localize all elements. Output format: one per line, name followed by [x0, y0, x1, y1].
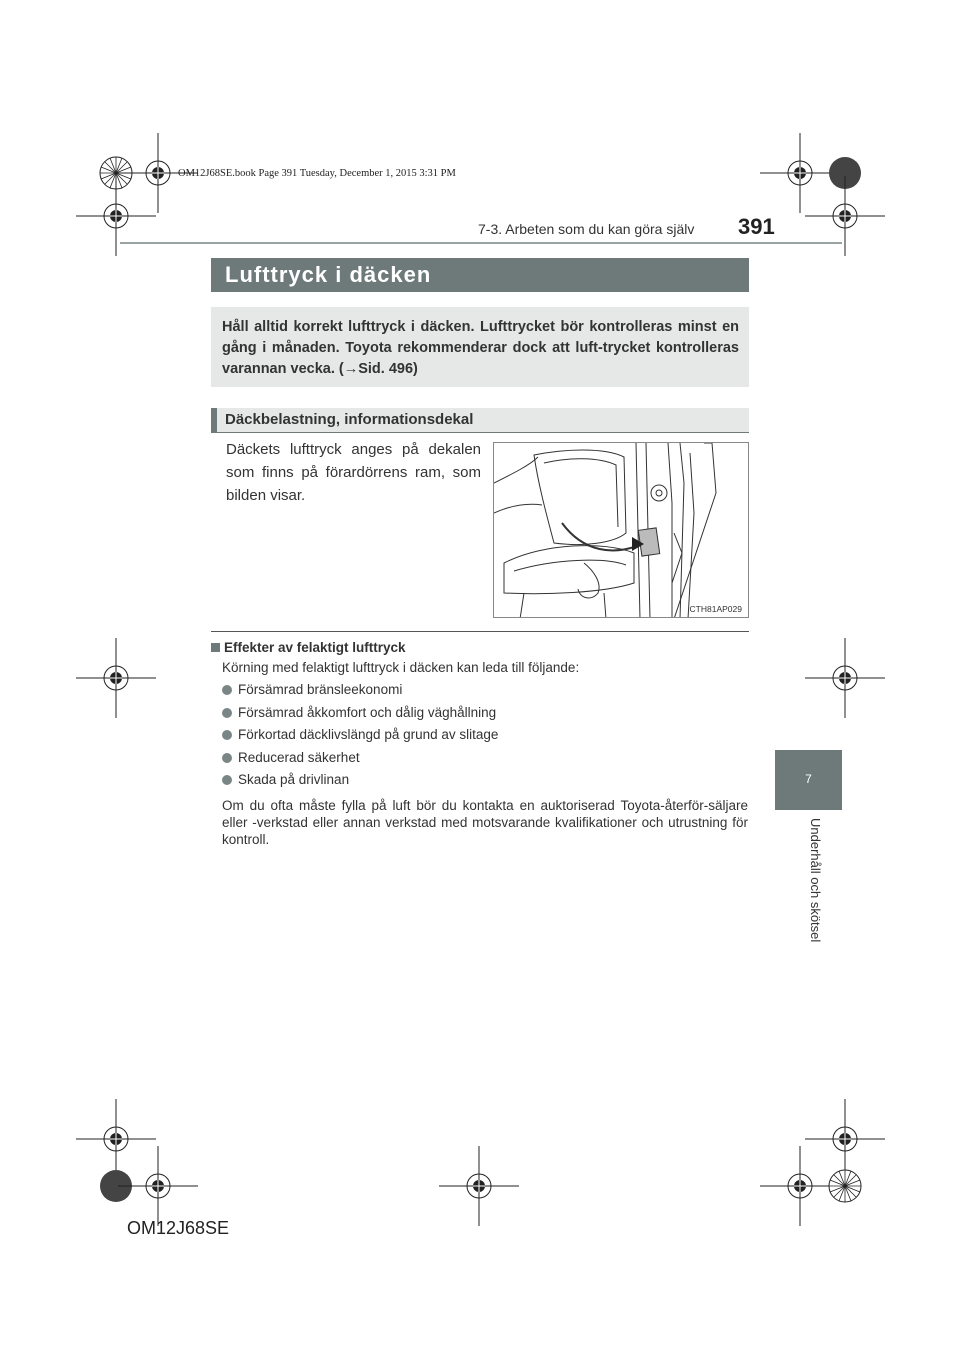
intro-body: Håll alltid korrekt lufttryck i däcken. Lufttrycket bör kontrolleras minst en gång i månaden. Toyota rekommenderar dock att luft-trycket kontrolleras varannan vecka. (: [222, 319, 739, 377]
registration-mark-right-middle: [805, 638, 885, 718]
header-section-title: 7-3. Arbeten som du kan göra själv: [478, 221, 695, 237]
list-item: [222, 681, 498, 704]
registration-mark-bottom-left: [118, 1146, 198, 1226]
effects-intro: Körning med felaktigt lufttryck i däcken kan leda till följande:: [222, 660, 580, 675]
effects-list: [222, 681, 498, 794]
figure-code: CTH81AP029: [689, 604, 742, 614]
page-title-bar: [211, 258, 749, 292]
section-body-text: Däckets lufttryck anges på dekalen som finns på förardörrens ram, som bilden visar.: [226, 441, 481, 504]
list-item-label: Försämrad åkkomfort och dålig väghållning: [238, 704, 497, 720]
section-heading-label: Däckbelastning, informationsdekal: [225, 411, 474, 428]
intro-close-paren: ): [413, 361, 418, 377]
section-divider: [211, 631, 749, 632]
list-item: [222, 749, 498, 772]
chapter-tab: [775, 750, 842, 810]
car-seat-illustration: [494, 443, 749, 618]
arrow-icon: →: [343, 361, 359, 377]
effects-heading: [211, 640, 406, 655]
list-item: [222, 726, 498, 749]
list-item: [222, 704, 498, 727]
list-item-label: Reducerad säkerhet: [238, 749, 360, 765]
list-item-label: Förkortad däcklivslängd på grund av slitage: [238, 727, 499, 742]
bullet-dot-icon: [222, 753, 232, 763]
page-number: 391: [738, 214, 775, 239]
registration-mark-left-upper: [76, 176, 156, 256]
page-title: Lufttryck i däcken: [225, 262, 432, 287]
bullet-dot-icon: [222, 730, 232, 740]
registration-mark-right-upper: [805, 176, 885, 256]
effects-heading-label: Effekter av felaktigt lufttryck: [224, 640, 406, 655]
page-reference-link[interactable]: Sid. 496: [358, 361, 414, 377]
chapter-tab-number: 7: [805, 772, 812, 786]
list-item-label: Försämrad bränsleekonomi: [238, 682, 403, 697]
bullet-dot-icon: [222, 685, 232, 695]
effects-closing-text: Om du ofta måste fylla på luft bör du kontakta en auktoriserad Toyota-återför-säljare eller -verkstad eller annan verkstad med motsvarande kvalifikationer och utrustning för kontroll.: [222, 798, 748, 847]
list-item-label: Skada på drivlinan: [238, 772, 350, 787]
door-frame-label-illustration: [493, 442, 749, 618]
bullet-dot-icon: [222, 775, 232, 785]
square-bullet-icon: [211, 643, 220, 652]
section-heading-accent: [211, 408, 217, 432]
footer-document-code: OM12J68SE: [127, 1218, 230, 1238]
registration-mark-bottom-center: [439, 1146, 519, 1226]
chapter-tab-label: Underhåll och skötsel: [808, 818, 823, 943]
intro-box: [211, 307, 749, 387]
registration-mark-bottom-right-outer: [805, 1146, 885, 1226]
section-heading: [211, 408, 749, 433]
bullet-dot-icon: [222, 708, 232, 718]
list-item: [222, 771, 498, 794]
registration-mark-left-middle: [76, 638, 156, 718]
header-rule: [120, 242, 842, 244]
book-info-line: OM12J68SE.book Page 391 Tuesday, December 1, 2015 3:31 PM: [178, 168, 456, 179]
intro-text: [222, 317, 739, 380]
